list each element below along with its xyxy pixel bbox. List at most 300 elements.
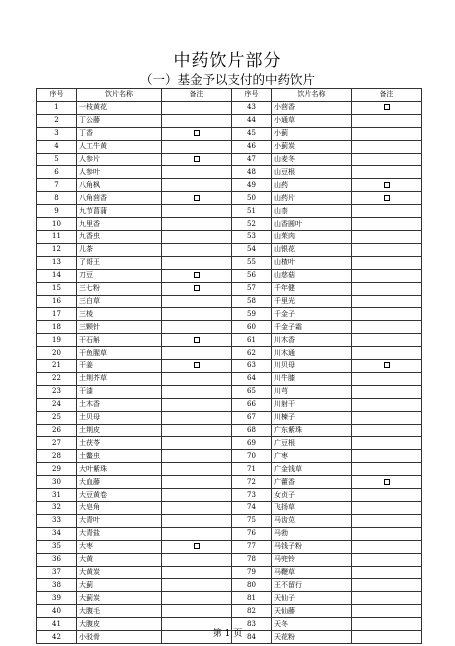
row-number: 28 [37, 450, 77, 463]
row-number: 4 [37, 140, 77, 153]
note-cell [352, 101, 422, 114]
table-row [37, 502, 422, 515]
herb-name: 土茯苓 [77, 437, 162, 450]
note-cell [352, 540, 422, 553]
herb-name: 山香圆叶 [272, 218, 352, 231]
herb-name: 小茴香 [272, 101, 352, 114]
row-number: 36 [37, 553, 77, 566]
herb-name: 大黄 [77, 553, 162, 566]
herb-name: 川牛膝 [272, 372, 352, 385]
table-row [37, 140, 422, 153]
row-number: 41 [37, 618, 77, 631]
row-number: 53 [232, 230, 272, 243]
note-cell [352, 243, 422, 256]
row-number: 63 [232, 360, 272, 373]
herb-name: 大血藤 [77, 476, 162, 489]
note-cell [162, 424, 232, 437]
table-row [37, 230, 422, 243]
table-row [37, 437, 422, 450]
row-number: 12 [37, 243, 77, 256]
note-cell [352, 463, 422, 476]
note-cell [352, 218, 422, 231]
table-row [37, 385, 422, 398]
row-number: 76 [232, 527, 272, 540]
table-row [37, 553, 422, 566]
note-cell [352, 489, 422, 502]
herb-name: 刀豆 [77, 269, 162, 282]
note-cell [352, 192, 422, 205]
row-number: 73 [232, 489, 272, 502]
herb-name: 马齿苋 [272, 514, 352, 527]
herb-name: 一枝黄花 [77, 101, 162, 114]
herb-name: 小蓟 [272, 127, 352, 140]
herb-name: 川楝子 [272, 411, 352, 424]
herb-name: 人工牛黄 [77, 140, 162, 153]
table-row [37, 256, 422, 269]
herb-name: 大豆黄卷 [77, 489, 162, 502]
note-cell [162, 527, 232, 540]
row-number: 27 [37, 437, 77, 450]
note-cell [352, 424, 422, 437]
row-number: 68 [232, 424, 272, 437]
herb-name: 干姜 [77, 360, 162, 373]
row-number: 65 [232, 385, 272, 398]
row-number: 30 [37, 476, 77, 489]
note-cell [162, 153, 232, 166]
table-row [37, 592, 422, 605]
herb-name: 小蓟炭 [272, 140, 352, 153]
table-row [37, 269, 422, 282]
herb-name: 天花粉 [272, 631, 352, 644]
note-cell [352, 295, 422, 308]
herb-name: 土荆芥草 [77, 372, 162, 385]
note-cell [352, 127, 422, 140]
row-number: 79 [232, 566, 272, 579]
note-cell [352, 605, 422, 618]
herb-name: 人参叶 [77, 166, 162, 179]
row-number: 39 [37, 592, 77, 605]
checkbox-icon[interactable] [194, 195, 200, 201]
row-number: 82 [232, 605, 272, 618]
note-cell [352, 360, 422, 373]
herb-name: 九香虫 [77, 230, 162, 243]
herb-name: 广东紫珠 [272, 424, 352, 437]
herb-name: 土木香 [77, 398, 162, 411]
herb-name: 天冬 [272, 618, 352, 631]
row-number: 9 [37, 205, 77, 218]
row-number: 17 [37, 308, 77, 321]
herb-name: 大黄炭 [77, 566, 162, 579]
herb-name: 川芎 [272, 385, 352, 398]
herb-name: 女贞子 [272, 489, 352, 502]
herb-name: 川木香 [272, 334, 352, 347]
note-cell [162, 101, 232, 114]
row-number: 21 [37, 360, 77, 373]
row-number: 47 [232, 153, 272, 166]
checkbox-icon[interactable] [384, 479, 390, 485]
herb-name: 干石斛 [77, 334, 162, 347]
herb-table [36, 88, 422, 644]
herb-name: 儿茶 [77, 243, 162, 256]
herb-name: 丁公藤 [77, 114, 162, 127]
note-cell [162, 540, 232, 553]
checkbox-icon[interactable] [194, 362, 200, 368]
herb-name: 小驳骨 [77, 631, 162, 644]
row-number: 49 [232, 179, 272, 192]
row-number: 62 [232, 347, 272, 360]
herb-name: 天仙子 [272, 592, 352, 605]
row-number: 23 [37, 385, 77, 398]
row-number: 54 [232, 243, 272, 256]
herb-name: 土荆皮 [77, 424, 162, 437]
note-cell [352, 592, 422, 605]
row-number: 60 [232, 321, 272, 334]
row-number: 29 [37, 463, 77, 476]
note-cell [162, 360, 232, 373]
note-cell [352, 256, 422, 269]
note-cell [162, 256, 232, 269]
herb-name: 川射干 [272, 398, 352, 411]
table-row [37, 527, 422, 540]
herb-name: 大叶紫珠 [77, 463, 162, 476]
table-row [37, 398, 422, 411]
row-number: 44 [232, 114, 272, 127]
note-cell [162, 463, 232, 476]
row-number: 52 [232, 218, 272, 231]
page-title: 中药饮片部分 [173, 51, 282, 71]
note-cell [352, 553, 422, 566]
row-number: 43 [232, 101, 272, 114]
herb-name: 小通草 [272, 114, 352, 127]
note-cell [162, 269, 232, 282]
row-number: 2 [37, 114, 77, 127]
herb-name: 广藿香 [272, 476, 352, 489]
header-note: 备注 [162, 89, 232, 102]
row-number: 13 [37, 256, 77, 269]
note-cell [162, 192, 232, 205]
note-cell [352, 269, 422, 282]
note-cell [162, 334, 232, 347]
row-number: 32 [37, 502, 77, 515]
herb-name: 山慈菇 [272, 269, 352, 282]
note-cell [352, 140, 422, 153]
herb-name: 了哥王 [77, 256, 162, 269]
header-note: 备注 [352, 89, 422, 102]
table-row [37, 282, 422, 295]
herb-name: 广金钱草 [272, 463, 352, 476]
note-cell [162, 347, 232, 360]
herb-name: 川贝母 [272, 360, 352, 373]
checkbox-icon[interactable] [194, 130, 200, 136]
herb-name: 八角茴香 [77, 192, 162, 205]
page-number: 第 1 页 [212, 629, 243, 639]
note-cell [352, 566, 422, 579]
table-row [37, 360, 422, 373]
note-cell [162, 437, 232, 450]
herb-name: 干鱼腥草 [77, 347, 162, 360]
row-number: 14 [37, 269, 77, 282]
row-number: 26 [37, 424, 77, 437]
note-cell [352, 347, 422, 360]
table-row [37, 540, 422, 553]
row-number: 70 [232, 450, 272, 463]
herb-name: 大蓟 [77, 579, 162, 592]
table-row [37, 372, 422, 385]
table-row [37, 411, 422, 424]
herb-name: 飞扬草 [272, 502, 352, 515]
checkbox-icon[interactable] [194, 156, 200, 162]
row-number: 33 [37, 514, 77, 527]
row-number: 48 [232, 166, 272, 179]
note-cell [352, 230, 422, 243]
herb-name: 川木通 [272, 347, 352, 360]
note-cell [352, 385, 422, 398]
row-number: 59 [232, 308, 272, 321]
row-number: 20 [37, 347, 77, 360]
row-number: 56 [232, 269, 272, 282]
note-cell [162, 295, 232, 308]
row-number: 58 [232, 295, 272, 308]
checkbox-icon[interactable] [384, 195, 390, 201]
checkbox-icon[interactable] [194, 337, 200, 343]
row-number: 7 [37, 179, 77, 192]
table-row [37, 179, 422, 192]
herb-name: 山药 [272, 179, 352, 192]
note-cell [162, 321, 232, 334]
row-number: 18 [37, 321, 77, 334]
herb-name: 三白草 [77, 295, 162, 308]
section-subtitle: （一）基金予以支付的中药饮片 [139, 72, 315, 87]
table-row [37, 450, 422, 463]
header-no: 序号 [37, 89, 77, 102]
row-number: 57 [232, 282, 272, 295]
note-cell [162, 605, 232, 618]
note-cell [162, 166, 232, 179]
herb-name: 九里香 [77, 218, 162, 231]
note-cell [352, 321, 422, 334]
row-number: 31 [37, 489, 77, 502]
note-cell [162, 243, 232, 256]
table-row [37, 166, 422, 179]
table-row [37, 295, 422, 308]
row-number: 81 [232, 592, 272, 605]
table-row [37, 579, 422, 592]
note-cell [352, 398, 422, 411]
herb-name: 大腹毛 [77, 605, 162, 618]
row-number: 42 [37, 631, 77, 644]
herb-name: 大青盐 [77, 527, 162, 540]
header-no: 序号 [232, 89, 272, 102]
herb-name: 马鞭草 [272, 566, 352, 579]
note-cell [162, 514, 232, 527]
row-number: 77 [232, 540, 272, 553]
herb-name: 干漆 [77, 385, 162, 398]
row-number: 8 [37, 192, 77, 205]
note-cell [352, 334, 422, 347]
row-number: 64 [232, 372, 272, 385]
herb-name: 山药片 [272, 192, 352, 205]
table-row [37, 514, 422, 527]
row-number: 69 [232, 437, 272, 450]
herb-name: 大青叶 [77, 514, 162, 527]
table-row [37, 205, 422, 218]
note-cell [352, 166, 422, 179]
note-cell [162, 179, 232, 192]
note-cell [162, 385, 232, 398]
herb-name: 马兜铃 [272, 553, 352, 566]
table-row [37, 463, 422, 476]
row-number: 55 [232, 256, 272, 269]
table-row [37, 321, 422, 334]
note-cell [162, 282, 232, 295]
row-number: 3 [37, 127, 77, 140]
herb-name: 广枣 [272, 450, 352, 463]
table-row [37, 605, 422, 618]
note-cell [352, 476, 422, 489]
row-number: 34 [37, 527, 77, 540]
note-cell [352, 205, 422, 218]
note-cell [352, 179, 422, 192]
row-number: 24 [37, 398, 77, 411]
table-row [37, 243, 422, 256]
table-row [37, 334, 422, 347]
row-number: 37 [37, 566, 77, 579]
checkbox-icon[interactable] [194, 543, 200, 549]
herb-name: 山豆根 [272, 166, 352, 179]
herb-name: 广豆根 [272, 437, 352, 450]
note-cell [162, 592, 232, 605]
note-cell [162, 140, 232, 153]
header-name: 饮片名称 [272, 89, 352, 102]
note-cell [352, 282, 422, 295]
table-row [37, 114, 422, 127]
herb-name: 土贝母 [77, 411, 162, 424]
herb-name: 丁香 [77, 127, 162, 140]
table-header-row [37, 89, 422, 102]
row-number: 80 [232, 579, 272, 592]
herb-name: 土鳖虫 [77, 450, 162, 463]
note-cell [162, 308, 232, 321]
table-row [37, 101, 422, 114]
header-name: 饮片名称 [77, 89, 162, 102]
row-number: 61 [232, 334, 272, 347]
herb-name: 山楂叶 [272, 256, 352, 269]
row-number: 46 [232, 140, 272, 153]
row-number: 38 [37, 579, 77, 592]
herb-name: 山柰 [272, 205, 352, 218]
herb-name: 马勃 [272, 527, 352, 540]
table-row [37, 424, 422, 437]
checkbox-icon[interactable] [194, 285, 200, 291]
row-number: 10 [37, 218, 77, 231]
row-number: 45 [232, 127, 272, 140]
note-cell [162, 205, 232, 218]
row-number: 1 [37, 101, 77, 114]
note-cell [352, 502, 422, 515]
row-number: 71 [232, 463, 272, 476]
note-cell [162, 411, 232, 424]
herb-name: 千金子霜 [272, 321, 352, 334]
table-row [37, 476, 422, 489]
note-cell [352, 153, 422, 166]
herb-name: 千金子 [272, 308, 352, 321]
herb-name: 九节菖蒲 [77, 205, 162, 218]
herb-name: 大蓟炭 [77, 592, 162, 605]
note-cell [162, 566, 232, 579]
row-number: 35 [37, 540, 77, 553]
herb-name: 马钱子粉 [272, 540, 352, 553]
checkbox-icon[interactable] [384, 362, 390, 368]
row-number: 6 [37, 166, 77, 179]
row-number: 16 [37, 295, 77, 308]
note-cell [162, 218, 232, 231]
row-number: 66 [232, 398, 272, 411]
table-row [37, 489, 422, 502]
row-number: 5 [37, 153, 77, 166]
note-cell [352, 514, 422, 527]
herb-name: 三棱 [77, 308, 162, 321]
note-cell [162, 398, 232, 411]
herb-name: 山银花 [272, 243, 352, 256]
herb-name: 大皂角 [77, 502, 162, 515]
note-cell [352, 372, 422, 385]
note-cell [162, 127, 232, 140]
row-number: 84 [232, 631, 272, 644]
table-row [37, 153, 422, 166]
note-cell [352, 437, 422, 450]
note-cell [352, 527, 422, 540]
herb-name: 人参片 [77, 153, 162, 166]
row-number: 74 [232, 502, 272, 515]
herb-name: 八角枫 [77, 179, 162, 192]
herb-name: 山茱肉 [272, 230, 352, 243]
checkbox-icon[interactable] [384, 104, 390, 110]
checkbox-icon[interactable] [384, 182, 390, 188]
note-cell [162, 476, 232, 489]
row-number: 40 [37, 605, 77, 618]
row-number: 72 [232, 476, 272, 489]
note-cell [162, 450, 232, 463]
herb-name: 王不留行 [272, 579, 352, 592]
herb-name: 千年健 [272, 282, 352, 295]
herb-name: 大腹皮 [77, 618, 162, 631]
herb-name: 大枣 [77, 540, 162, 553]
herb-name: 天仙藤 [272, 605, 352, 618]
note-cell [162, 553, 232, 566]
note-cell [162, 372, 232, 385]
row-number: 15 [37, 282, 77, 295]
row-number: 25 [37, 411, 77, 424]
row-number: 67 [232, 411, 272, 424]
note-cell [162, 489, 232, 502]
row-number: 19 [37, 334, 77, 347]
note-cell [352, 308, 422, 321]
note-cell [162, 579, 232, 592]
note-cell [162, 502, 232, 515]
row-number: 78 [232, 553, 272, 566]
note-cell [352, 579, 422, 592]
table-row [37, 127, 422, 140]
note-cell [162, 230, 232, 243]
note-cell [162, 114, 232, 127]
checkbox-icon[interactable] [194, 272, 200, 278]
row-number: 22 [37, 372, 77, 385]
row-number: 75 [232, 514, 272, 527]
table-row [37, 218, 422, 231]
herb-name: 千里光 [272, 295, 352, 308]
herb-name: 三七粉 [77, 282, 162, 295]
table-row [37, 192, 422, 205]
